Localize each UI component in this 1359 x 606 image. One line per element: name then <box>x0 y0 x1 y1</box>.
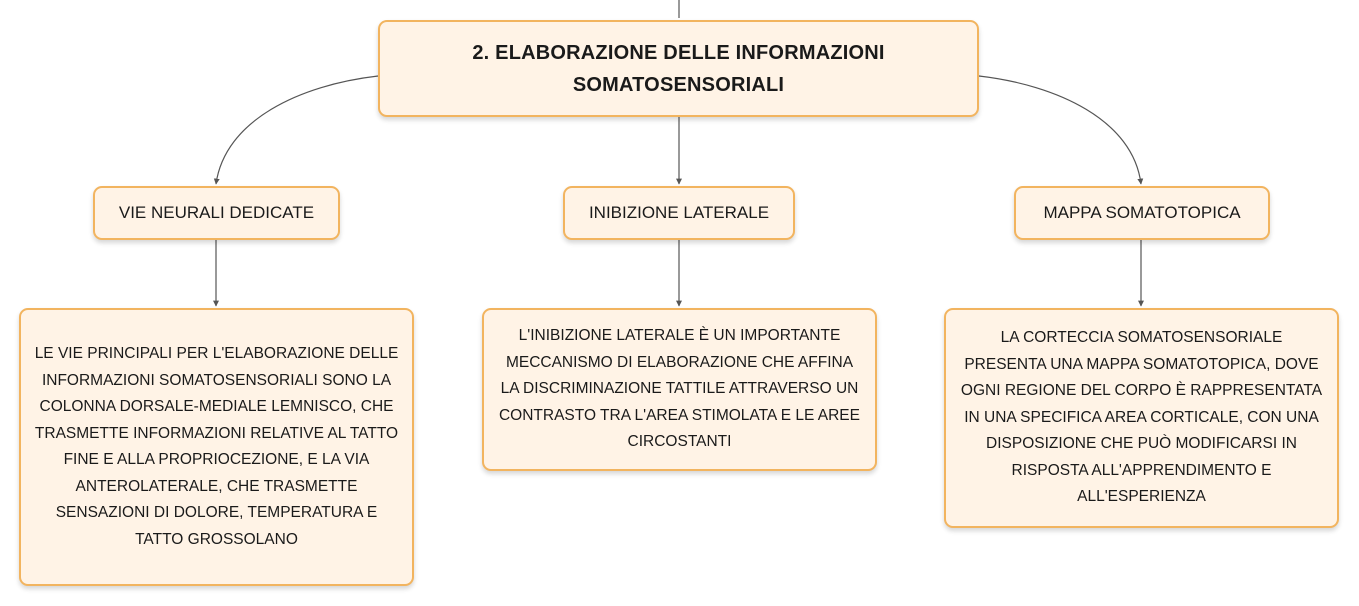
topic-label: MAPPA SOMATOTOPICA <box>1043 203 1241 222</box>
detail-text: LA CORTECCIA SOMATOSENSORIALE PRESENTA UNA MAPPA SOMATOTOPICA, DOVE OGNI REGIONE DEL CORPO È RAPPRESENTATA IN UNA SPECIFICA AREA CORTICALE, CON UNA DISPOSIZIONE CHE PUÒ MODIFICARSI IN RISPOSTA ALL'APPRENDIMENTO E ALL'ESPERIENZA <box>960 329 1323 506</box>
topic-vie-neurali-dedicate[interactable] <box>93 186 340 240</box>
root-node[interactable] <box>378 20 979 117</box>
detail-inibizione-laterale[interactable] <box>482 308 877 471</box>
topic-label: INIBIZIONE LATERALE <box>588 203 770 222</box>
topic-inibizione-laterale[interactable] <box>563 186 795 240</box>
topic-mappa-somatotopica[interactable] <box>1014 186 1270 240</box>
detail-vie-neurali-dedicate[interactable] <box>19 308 414 586</box>
connector-root-to-vie <box>216 76 378 184</box>
topic-label: VIE NEURALI DEDICATE <box>118 203 315 222</box>
connector-root-to-mappa <box>979 76 1141 184</box>
detail-text: LE VIE PRINCIPALI PER L'ELABORAZIONE DELLE INFORMAZIONI SOMATOSENSORIALI SONO LA COLONNA DORSALE-MEDIALE LEMNISCO, CHE TRASMETTE INFORMAZIONI RELATIVE AL TATTO FINE E ALLA PROPRIOCEZIONE, E LA VIA ANTEROLATERALE, CHE TRASMETTE SENSAZIONI DI DOLORE, TEMPERATURA E TATTO GROSSOLANO <box>34 345 399 548</box>
root-title: 2. ELABORAZIONE DELLE INFORMAZIONI SOMATOSENSORIALI <box>472 41 885 96</box>
detail-text: L'INIBIZIONE LATERALE È UN IMPORTANTE MECCANISMO DI ELABORAZIONE CHE AFFINA LA DISCRIMINAZIONE TATTILE ATTRAVERSO UN CONTRASTO TRA L'AREA STIMOLATA E LE AREE CIRCOSTANTI <box>498 327 860 451</box>
detail-mappa-somatotopica[interactable] <box>944 308 1339 528</box>
